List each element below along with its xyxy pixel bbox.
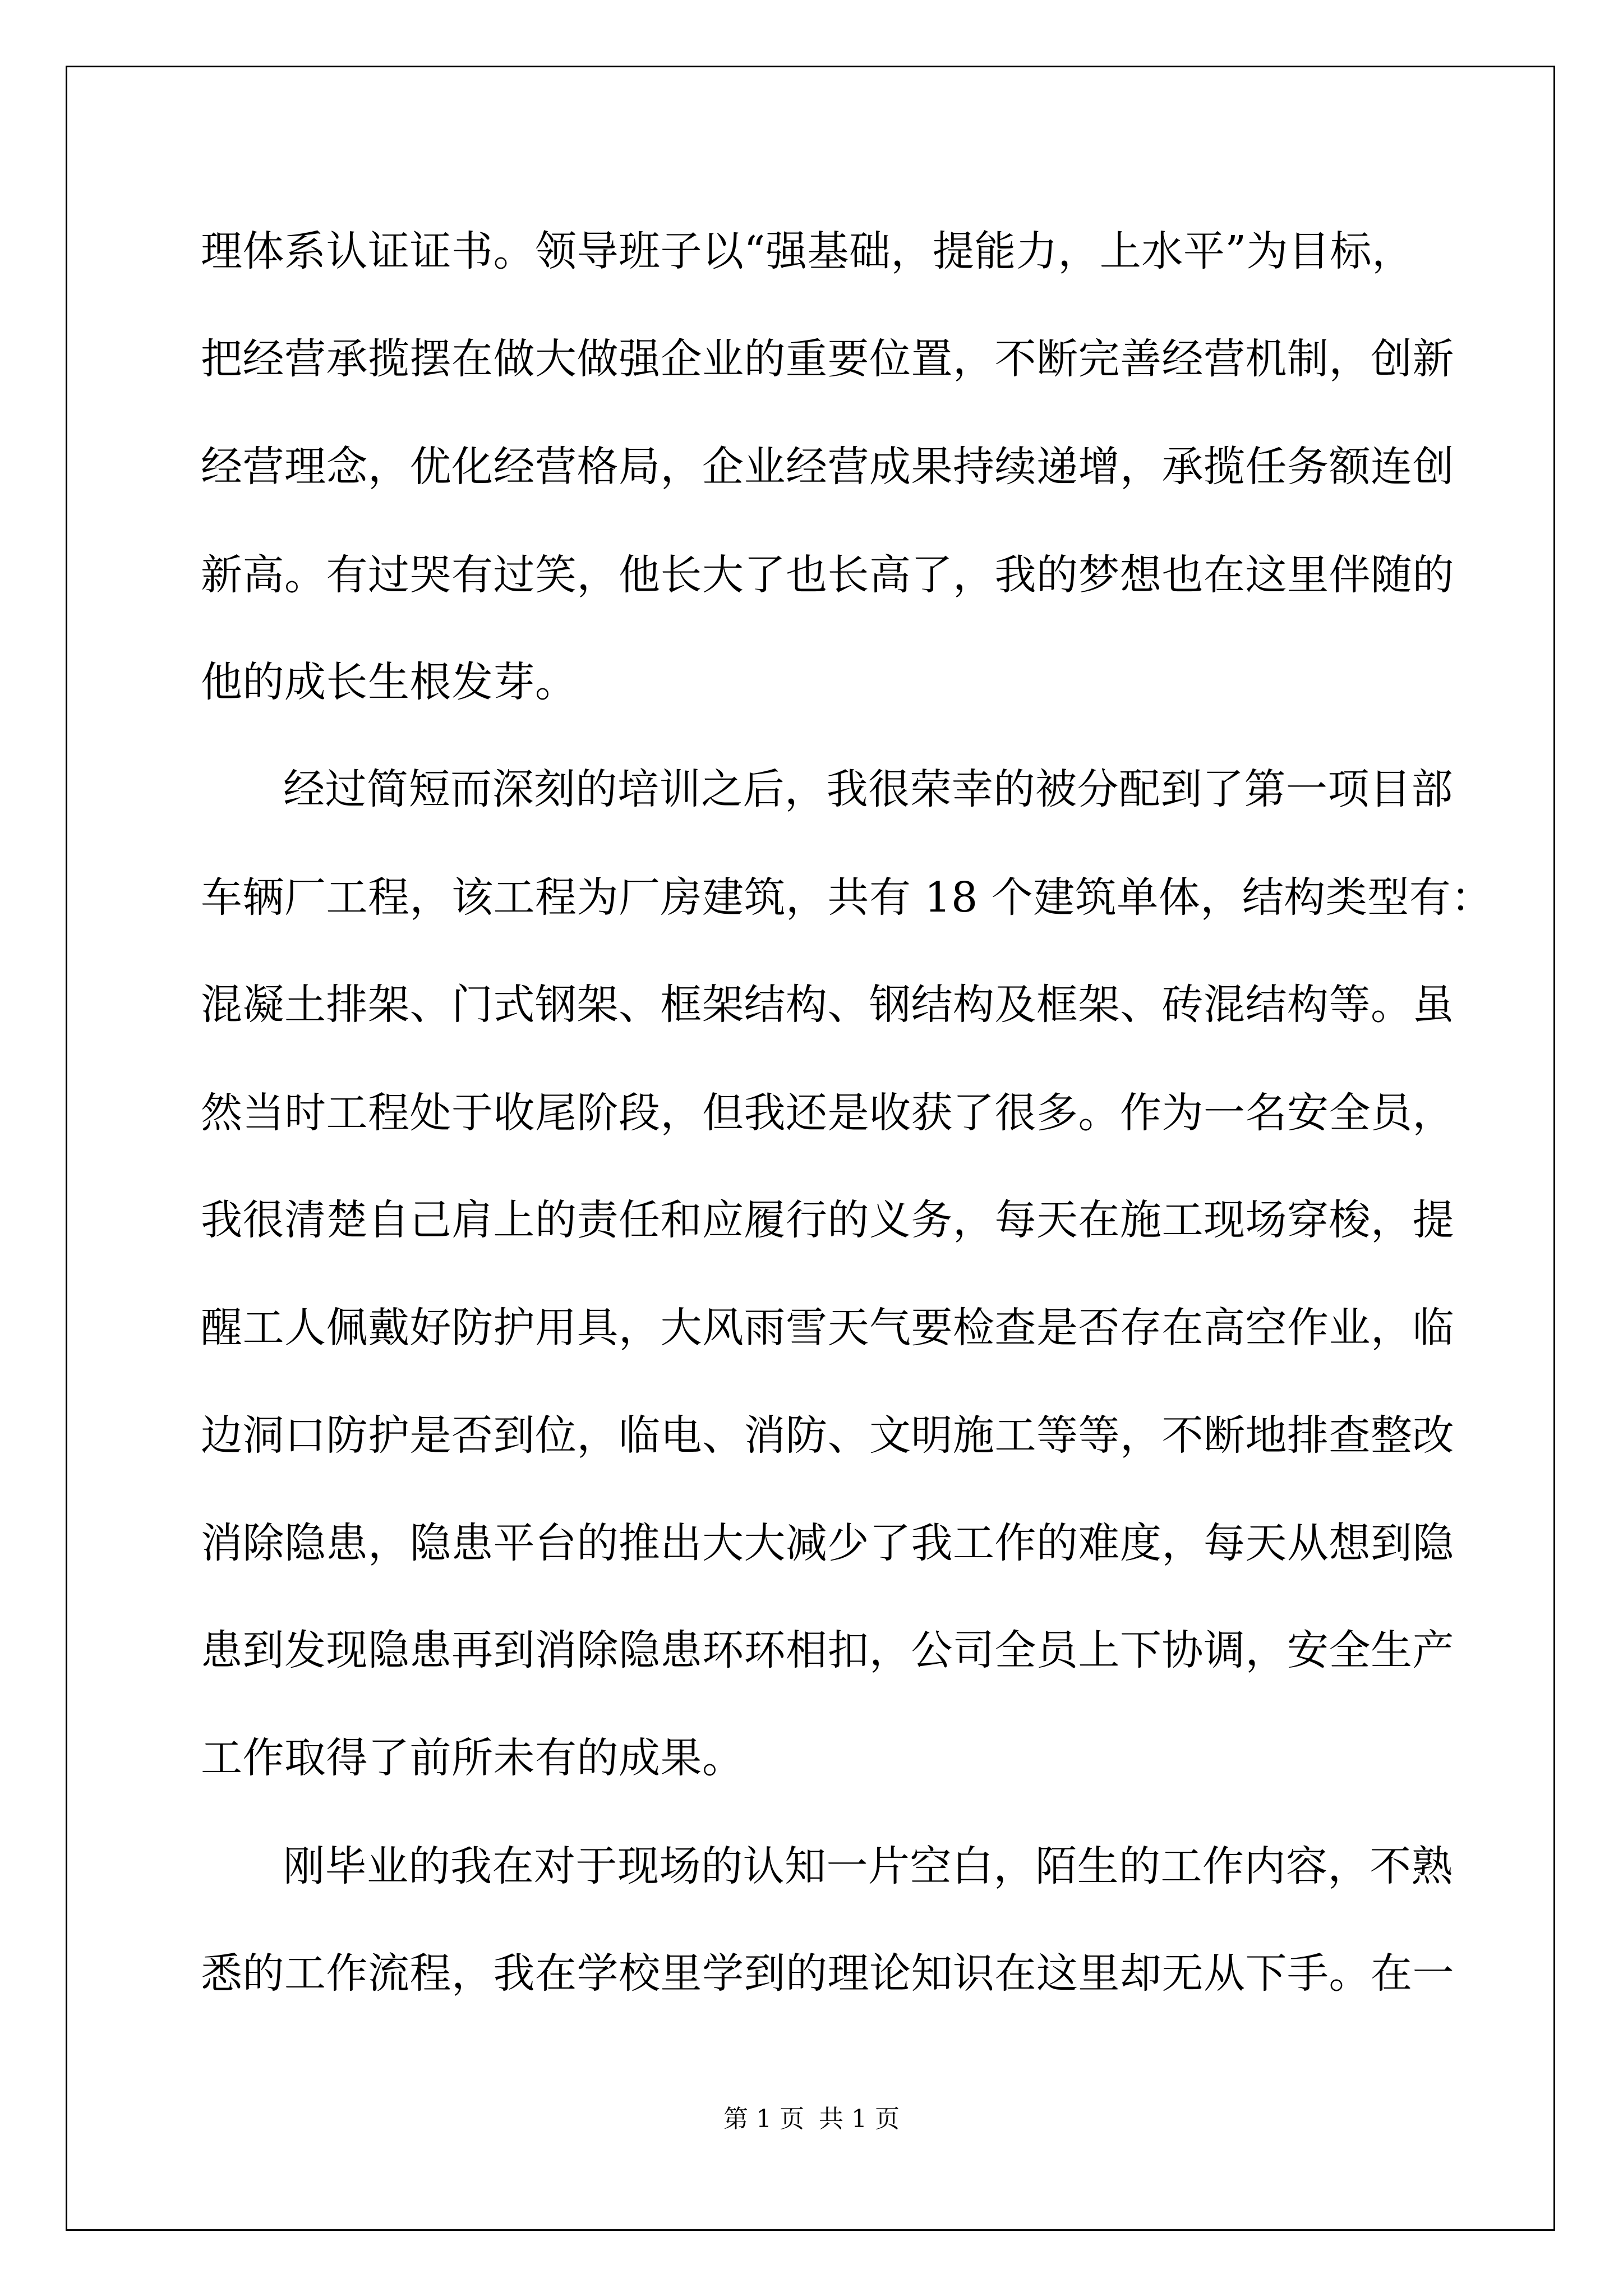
text-line: 理体系认证证书。领导班子以“强基础，提能力，上水平”为目标， xyxy=(201,227,1414,275)
page-number: 第 1 页 xyxy=(723,2105,804,2133)
text-line: 边洞口防护是否到位，临电、消防、文明施工等等，不断地排查整改 xyxy=(201,1411,1454,1460)
text-line: 经营理念，优化经营格局，企业经营成果持续递增，承揽任务额连创 xyxy=(201,443,1454,491)
text-line: 患到发现隐患再到消除隐患环环相扣，公司全员上下协调，安全生产 xyxy=(201,1626,1454,1674)
text-line: 然当时工程处于收尾阶段，但我还是收获了很多。作为一名安全员， xyxy=(201,1089,1454,1137)
page-footer xyxy=(0,2102,1623,2136)
text-line: 悉的工作流程，我在学校里学到的理论知识在这里却无从下手。在一 xyxy=(201,1949,1454,1998)
text-line: 把经营承揽摆在做大做强企业的重要位置，不断完善经营机制，创新 xyxy=(201,335,1454,383)
text-line: 车辆厂工程，该工程为厂房建筑，共有 18 个建筑单体，结构类型有： xyxy=(201,873,1493,922)
text-line: 工作取得了前所未有的成果。 xyxy=(201,1734,744,1782)
page-border xyxy=(66,66,1555,2231)
text-line: 醒工人佩戴好防护用具，大风雨雪天气要检查是否存在高空作业，临 xyxy=(201,1304,1454,1352)
text-line: 消除隐患，隐患平台的推出大大减少了我工作的难度，每天从想到隐 xyxy=(201,1519,1454,1567)
text-line: 我很清楚自己肩上的责任和应履行的义务，每天在施工现场穿梭，提 xyxy=(201,1196,1454,1244)
page-total: 共 1 页 xyxy=(819,2105,900,2133)
text-line: 混凝土排架、门式钢架、框架结构、钢结构及框架、砖混结构等。虽 xyxy=(201,981,1454,1029)
text-line: 经过简短而深刻的培训之后，我很荣幸的被分配到了第一项目部 xyxy=(283,765,1453,813)
text-line: 新高。有过哭有过笑，他长大了也长高了，我的梦想也在这里伴随的 xyxy=(201,551,1454,599)
text-line: 他的成长生根发芽。 xyxy=(201,658,577,706)
text-line: 刚毕业的我在对于现场的认知一片空白，陌生的工作内容，不熟 xyxy=(283,1842,1453,1890)
